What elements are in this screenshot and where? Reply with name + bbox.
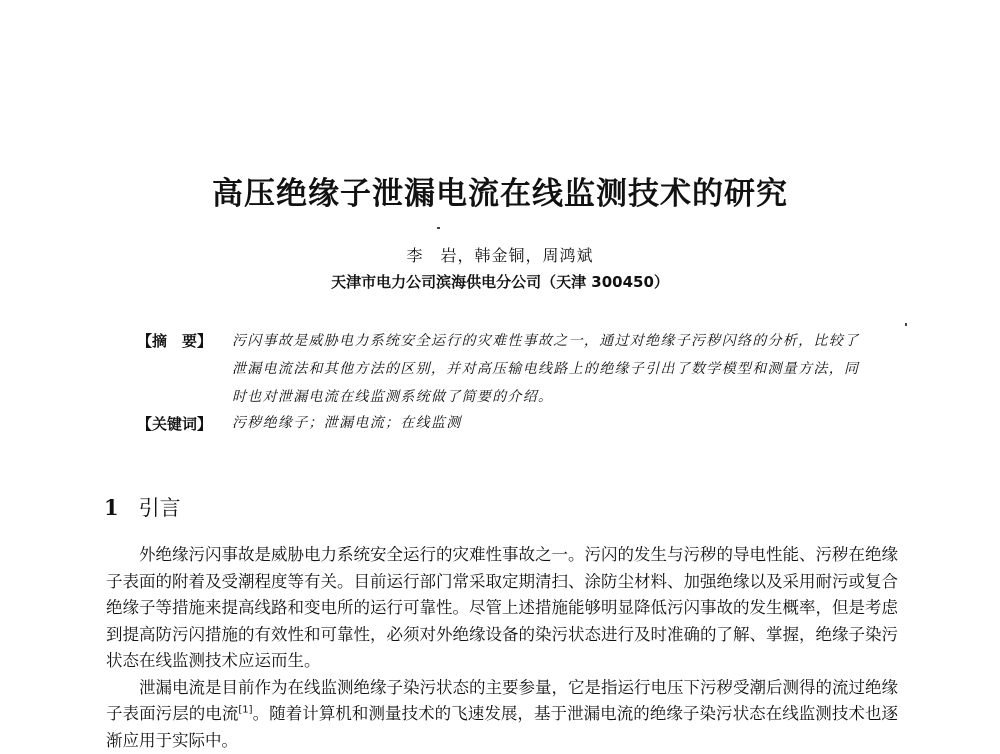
citation-ref[interactable]: [1] (238, 705, 252, 716)
paragraph-2-text-b: 。随着计算机和测量技术的飞速发展，基于泄漏电流的绝缘子染污状态在线监测技术也逐渐应用于实际中。 (106, 704, 898, 750)
keywords-text: 污秽绝缘子；泄漏电流；在线监测 (232, 412, 872, 432)
affiliation: 天津市电力公司滨海供电分公司（天津 300450） (0, 271, 1000, 292)
paper-title: 高压绝缘子泄漏电流在线监测技术的研究 (0, 168, 1000, 213)
abstract-text: 污闪事故是威胁电力系统安全运行的灾难性事故之一，通过对绝缘子污秽闪络的分析，比较了泄漏电流法和其他方法的区别，并对高压输电线路上的绝缘子引出了数学模型和测量方法，同时也对泄漏电流在线监测系统做了简要的介绍。 (232, 327, 872, 411)
body-text (106, 542, 898, 754)
keywords-label: 【关键词】 (137, 413, 212, 434)
section-number: 1 (104, 495, 119, 520)
scan-speck (905, 323, 907, 326)
section-title: 引言 (139, 496, 181, 520)
paragraph-2-text-a: 泄漏电流是目前作为在线监测绝缘子染污状态的主要参量，它是指运行电压下污秽受潮后测得的流过绝缘子表面污层的电流 (106, 678, 898, 724)
authors: 李 岩，韩金铜，周鸿斌 (0, 243, 1000, 266)
section-heading (104, 492, 181, 522)
paragraph-1: 外绝缘污闪事故是威胁电力系统安全运行的灾难性事故之一。污闪的发生与污秽的导电性能、污秽在绝缘子表面的附着及受潮程度等有关。目前运行部门常采取定期清扫、涂防尘材料、加强绝缘以及采用耐污或复合绝缘子等措施来提高线路和变电所的运行可靠性。尽管上述措施能够明显降低污闪事故的发生概率，但是考虑到提高防污闪措施的有效性和可靠性，必须对外绝缘设备的染污状态进行及时准确的了解、掌握，绝缘子染污状态在线监测技术应运而生。 (106, 542, 898, 675)
abstract-label: 【摘 要】 (137, 330, 212, 351)
scan-speck (437, 227, 440, 229)
paragraph-2 (106, 675, 898, 754)
